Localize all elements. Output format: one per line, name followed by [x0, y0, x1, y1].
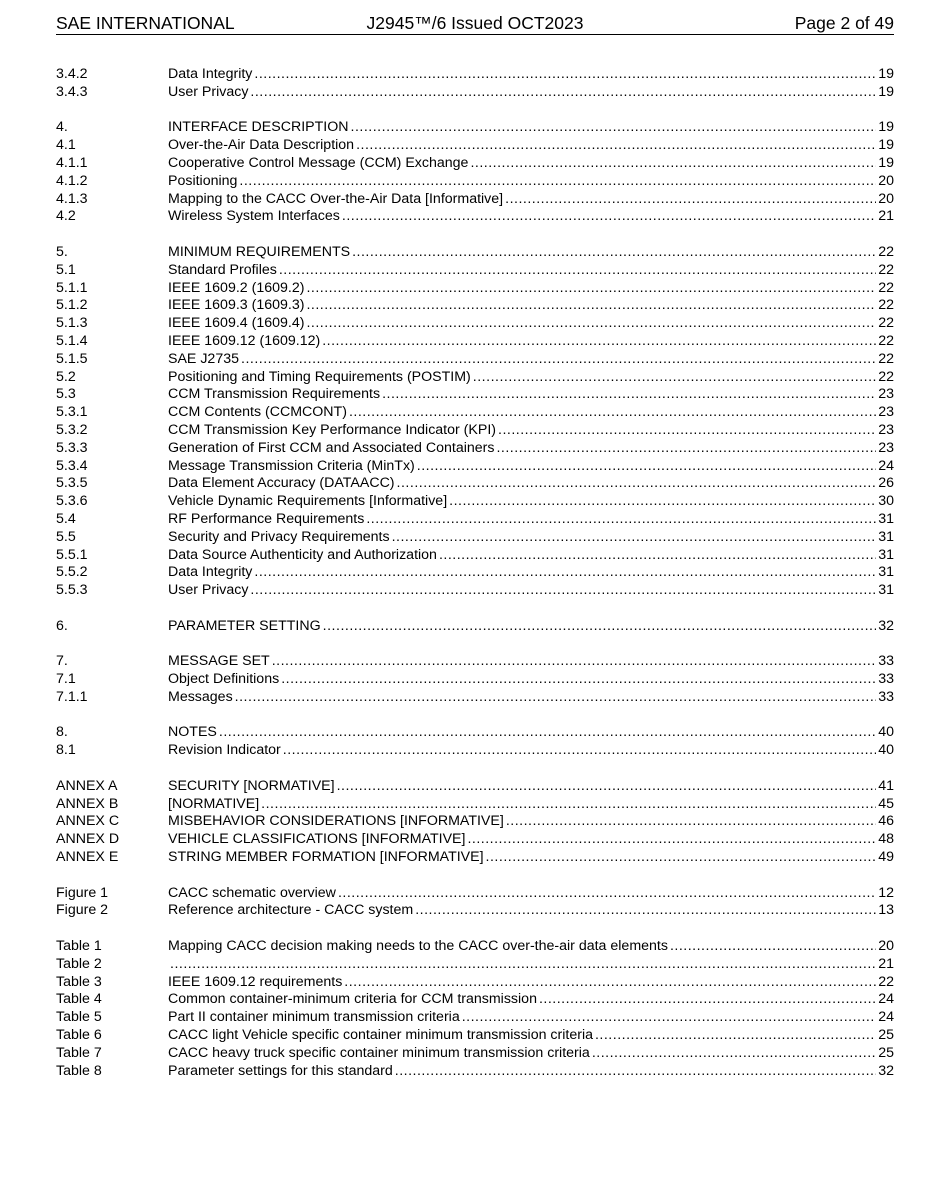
toc-dot-leader — [306, 297, 876, 315]
toc-entry-page: 49 — [878, 849, 894, 866]
toc-dot-leader — [306, 315, 876, 333]
toc-entry-title: Revision Indicator — [168, 742, 281, 759]
toc-entry-page: 22 — [878, 368, 894, 385]
toc-entry-number: Table 8 — [56, 1062, 102, 1079]
toc-dot-leader — [366, 511, 876, 529]
toc-entry-number: Table 7 — [56, 1044, 102, 1061]
toc-entry[interactable] — [56, 173, 894, 191]
toc-entry-number: 5.5.1 — [56, 546, 88, 563]
toc-entry-title: Wireless System Interfaces — [168, 208, 340, 225]
toc-entry-title: Data Integrity — [168, 66, 253, 82]
toc-entry[interactable] — [56, 1045, 894, 1063]
toc-entry-page: 19 — [878, 154, 894, 171]
toc-entry-number: Figure 2 — [56, 902, 109, 919]
toc-entry-number: 5.3 — [56, 386, 76, 403]
toc-entry-title: Over-the-Air Data Description — [168, 137, 355, 154]
toc-entry-title: IEEE 1609.12 requirements — [168, 973, 343, 990]
toc-group — [56, 66, 894, 102]
toc-dot-leader — [470, 155, 876, 173]
toc-dot-leader — [506, 813, 876, 831]
toc-entry-page: 23 — [878, 421, 894, 438]
toc-entry[interactable] — [56, 440, 894, 458]
toc-entry-number: 5.1.4 — [56, 332, 88, 349]
toc-entry-number: 5.5.3 — [56, 582, 88, 599]
toc-entry-page: 13 — [878, 902, 894, 919]
toc-entry[interactable] — [56, 938, 894, 956]
toc-entry-title: Vehicle Dynamic Requirements [Informative] — [168, 493, 448, 510]
toc-entry-number: 5.3.6 — [56, 493, 88, 510]
toc-entry-page: 23 — [878, 439, 894, 456]
toc-dot-leader — [306, 280, 876, 298]
toc-dot-leader — [250, 582, 876, 600]
toc-entry[interactable] — [56, 119, 894, 137]
toc-dot-leader — [486, 849, 877, 867]
toc-dot-leader — [281, 671, 876, 689]
toc-entry[interactable] — [56, 564, 894, 582]
toc-dot-leader — [498, 422, 876, 440]
toc-entry-number: 5.1.5 — [56, 350, 88, 367]
toc-dot-leader — [349, 404, 876, 422]
toc-entry[interactable] — [56, 653, 894, 671]
toc-entry-page: 30 — [878, 493, 894, 510]
toc-entry[interactable] — [56, 137, 894, 155]
toc-entry-page: 25 — [878, 1044, 894, 1061]
toc-dot-leader — [235, 689, 877, 707]
toc-entry-page: 41 — [878, 777, 894, 794]
toc-entry-number: 5.1.3 — [56, 315, 88, 332]
toc-entry[interactable] — [56, 422, 894, 440]
toc-entry[interactable] — [56, 191, 894, 209]
toc-group — [56, 119, 894, 226]
toc-entry-number: 5.5 — [56, 528, 76, 545]
toc-entry-page: 33 — [878, 653, 894, 670]
toc-dot-leader — [254, 564, 876, 582]
toc-entry-number: 5.3.2 — [56, 421, 88, 438]
toc-entry[interactable] — [56, 831, 894, 849]
toc-entry[interactable] — [56, 547, 894, 565]
toc-entry-number: ANNEX C — [56, 813, 120, 830]
toc-entry-page: 12 — [878, 884, 894, 901]
toc-entry[interactable] — [56, 849, 894, 867]
toc-dot-leader — [241, 351, 876, 369]
toc-entry-title: Data Integrity — [168, 564, 253, 581]
toc-entry-title: User Privacy — [168, 582, 249, 599]
toc-entry-title: [NORMATIVE] — [168, 795, 260, 812]
toc-dot-leader — [351, 119, 877, 137]
toc-entry-page: 25 — [878, 1027, 894, 1044]
toc-entry[interactable] — [56, 155, 894, 173]
toc-dot-leader — [337, 778, 877, 796]
toc-entry-page: 24 — [878, 991, 894, 1008]
toc-entry[interactable] — [56, 991, 894, 1009]
toc-entry-title: CCM Contents (CCMCONT) — [168, 404, 347, 421]
toc-entry-number: ANNEX D — [56, 831, 120, 848]
toc-dot-leader — [592, 1045, 876, 1063]
toc-entry-number: 5.3.1 — [56, 404, 88, 421]
toc-group — [56, 724, 894, 760]
toc-entry-number: 7. — [56, 653, 68, 670]
toc-entry-page: 48 — [878, 831, 894, 848]
toc-entry-page: 24 — [878, 1009, 894, 1026]
toc-entry-page: 19 — [878, 66, 894, 82]
toc-entry[interactable] — [56, 404, 894, 422]
toc-entry-number: Table 5 — [56, 1009, 102, 1026]
toc-entry-title: MINIMUM REQUIREMENTS — [168, 243, 351, 260]
toc-entry-title: Messages — [168, 688, 233, 705]
toc-entry-number: Table 4 — [56, 991, 102, 1008]
toc-entry-page: 33 — [878, 688, 894, 705]
toc-entry[interactable] — [56, 315, 894, 333]
toc-entry-page: 19 — [878, 83, 894, 100]
toc-entry-title: Data Source Authenticity and Authorization — [168, 546, 437, 563]
toc-entry-number: Table 6 — [56, 1027, 102, 1044]
toc-entry-number: 4.2 — [56, 208, 76, 225]
toc-entry[interactable] — [56, 493, 894, 511]
toc-entry-title: PARAMETER SETTING — [168, 617, 321, 634]
toc-entry-title: Part II container minimum transmission criteria — [168, 1009, 460, 1026]
toc-group — [56, 653, 894, 706]
toc-dot-leader — [462, 1009, 877, 1027]
toc-entry-title: CCM Transmission Requirements — [168, 386, 381, 403]
toc-entry-title: SECURITY [NORMATIVE] — [168, 777, 335, 794]
toc-entry-title: Standard Profiles — [168, 261, 277, 278]
toc-entry-title: Security and Privacy Requirements — [168, 528, 390, 545]
toc-entry-page: 45 — [878, 795, 894, 812]
toc-entry-title: CACC schematic overview — [168, 884, 336, 901]
toc-entry-title: SAE J2735 — [168, 350, 239, 367]
toc-dot-leader — [356, 137, 876, 155]
toc-entry[interactable] — [56, 84, 894, 102]
toc-entry-page: 20 — [878, 190, 894, 207]
toc-dot-leader — [239, 173, 876, 191]
toc-entry[interactable] — [56, 1063, 894, 1081]
toc-entry-title: IEEE 1609.2 (1609.2) — [168, 279, 305, 296]
toc-group — [56, 244, 894, 600]
toc-dot-leader — [595, 1027, 876, 1045]
toc-entry-title: Cooperative Control Message (CCM) Exchange — [168, 154, 469, 171]
toc-entry[interactable] — [56, 529, 894, 547]
toc-entry-number: 5. — [56, 243, 68, 260]
toc-entry-page: 19 — [878, 137, 894, 154]
toc-entry[interactable] — [56, 475, 894, 493]
toc-entry-title: IEEE 1609.4 (1609.4) — [168, 315, 305, 332]
toc-entry-page: 23 — [878, 386, 894, 403]
toc-entry-title: Positioning and Timing Requirements (POSTIM) — [168, 368, 471, 385]
header-page-number: Page 2 of 49 — [794, 13, 894, 33]
toc-entry[interactable] — [56, 1009, 894, 1027]
toc-entry-page: 46 — [878, 813, 894, 830]
toc-entry[interactable] — [56, 796, 894, 814]
toc-dot-leader — [473, 369, 876, 387]
toc-entry[interactable] — [56, 689, 894, 707]
toc-dot-leader — [272, 653, 877, 671]
toc-entry-number: 8. — [56, 724, 68, 741]
toc-entry-number: 5.2 — [56, 368, 76, 385]
toc-dot-leader — [397, 475, 877, 493]
toc-entry[interactable] — [56, 351, 894, 369]
header-organization: SAE INTERNATIONAL — [56, 13, 235, 33]
toc-entry-title: Parameter settings for this standard — [168, 1062, 393, 1079]
toc-entry-number: 7.1.1 — [56, 688, 88, 705]
toc-entry-number: 3.4.2 — [56, 66, 88, 82]
header-document-id: J2945™/6 Issued OCT2023 — [366, 13, 584, 33]
toc-dot-leader — [392, 529, 877, 547]
toc-entry[interactable] — [56, 671, 894, 689]
toc-entry[interactable] — [56, 511, 894, 529]
toc-group — [56, 938, 894, 1080]
toc-dot-leader — [338, 885, 876, 903]
toc-entry[interactable] — [56, 778, 894, 796]
toc-entry-page: 22 — [878, 332, 894, 349]
toc-entry-number: 5.1.2 — [56, 297, 88, 314]
toc-entry[interactable] — [56, 724, 894, 742]
toc-entry-page: 40 — [878, 742, 894, 759]
toc-dot-leader — [170, 956, 876, 974]
toc-entry-page: 31 — [878, 528, 894, 545]
toc-entry-title: IEEE 1609.3 (1609.3) — [168, 297, 305, 314]
toc-entry-number: 5.5.2 — [56, 564, 88, 581]
toc-entry-number: 6. — [56, 617, 68, 634]
toc-entry-title: NOTES — [168, 724, 217, 741]
toc-entry[interactable] — [56, 369, 894, 387]
toc-entry-number: 4.1.2 — [56, 172, 88, 189]
toc-entry-page: 26 — [878, 475, 894, 492]
toc-entry[interactable] — [56, 618, 894, 636]
toc-entry-title: STRING MEMBER FORMATION [INFORMATIVE] — [168, 849, 484, 866]
toc-entry-title: User Privacy — [168, 83, 249, 100]
toc-entry-number: ANNEX A — [56, 777, 118, 794]
toc-entry-title: Common container-minimum criteria for CCM transmission — [168, 991, 537, 1008]
toc-dot-leader — [254, 66, 876, 84]
toc-entry-page: 22 — [878, 279, 894, 296]
toc-entry-title: CCM Transmission Key Performance Indicator (KPI) — [168, 421, 496, 438]
toc-dot-leader — [283, 742, 876, 760]
toc-entry-title: CACC light Vehicle specific container minimum transmission criteria — [168, 1027, 593, 1044]
toc-entry-page: 22 — [878, 243, 894, 260]
toc-entry-page: 22 — [878, 973, 894, 990]
page-header — [56, 12, 894, 35]
toc-entry[interactable] — [56, 386, 894, 404]
toc-group — [56, 778, 894, 867]
toc-entry-page: 23 — [878, 404, 894, 421]
toc-entry-number: 5.3.5 — [56, 475, 88, 492]
toc-entry[interactable] — [56, 280, 894, 298]
toc-dot-leader — [250, 84, 876, 102]
toc-entry-page: 32 — [878, 1062, 894, 1079]
toc-dot-leader — [352, 244, 876, 262]
toc-entry-number: 4.1.1 — [56, 154, 88, 171]
toc-entry[interactable] — [56, 244, 894, 262]
toc-entry[interactable] — [56, 582, 894, 600]
toc-entry-page: 32 — [878, 617, 894, 634]
toc-entry[interactable] — [56, 813, 894, 831]
toc-entry-page: 21 — [878, 208, 894, 225]
toc-entry-page: 31 — [878, 564, 894, 581]
toc-dot-leader — [342, 208, 876, 226]
toc-dot-leader — [539, 991, 876, 1009]
toc-entry-number: 5.1 — [56, 261, 76, 278]
toc-entry-page: 33 — [878, 671, 894, 688]
toc-dot-leader — [279, 262, 876, 280]
toc-entry-title: Mapping CACC decision making needs to the CACC over-the-air data elements — [168, 938, 668, 955]
toc-entry-title: Reference architecture - CACC system — [168, 902, 414, 919]
toc-dot-leader — [505, 191, 876, 209]
toc-entry-number: Table 3 — [56, 973, 102, 990]
toc-entry-number: 5.3.3 — [56, 439, 88, 456]
toc-entry-title: Data Element Accuracy (DATAACC) — [168, 475, 395, 492]
toc-entry-page: 20 — [878, 172, 894, 189]
toc-entry[interactable] — [56, 208, 894, 226]
toc-dot-leader — [344, 974, 876, 992]
toc-entry[interactable] — [56, 902, 894, 920]
toc-entry-page: 19 — [878, 119, 894, 136]
toc-dot-leader — [322, 333, 876, 351]
toc-entry-title: Generation of First CCM and Associated Containers — [168, 439, 495, 456]
toc-entry-page: 22 — [878, 350, 894, 367]
toc-dot-leader — [261, 796, 876, 814]
toc-entry-page: 24 — [878, 457, 894, 474]
toc-entry[interactable] — [56, 66, 894, 84]
toc-entry-number: Figure 1 — [56, 884, 109, 901]
toc-entry[interactable] — [56, 885, 894, 903]
toc-entry-title: CACC heavy truck specific container minimum transmission criteria — [168, 1044, 590, 1061]
toc-entry-title: MISBEHAVIOR CONSIDERATIONS [INFORMATIVE] — [168, 813, 504, 830]
toc-entry-number: 5.3.4 — [56, 457, 88, 474]
toc-entry-number: 4. — [56, 119, 68, 136]
toc-entry-number: Table 2 — [56, 955, 102, 972]
toc-dot-leader — [415, 902, 876, 920]
toc-entry[interactable] — [56, 974, 894, 992]
toc-entry-number: Table 1 — [56, 938, 102, 955]
toc-entry-page: 40 — [878, 724, 894, 741]
toc-entry-number: 5.1.1 — [56, 279, 88, 296]
toc-dot-leader — [449, 493, 876, 511]
toc-entry-number: ANNEX B — [56, 795, 119, 812]
toc-group — [56, 618, 894, 636]
toc-entry[interactable] — [56, 1027, 894, 1045]
toc-dot-leader — [323, 618, 877, 636]
toc-entry-number: 7.1 — [56, 671, 76, 688]
toc-entry-title: VEHICLE CLASSIFICATIONS [INFORMATIVE] — [168, 831, 466, 848]
toc-entry-number: 4.1 — [56, 137, 76, 154]
toc-entry-page: 22 — [878, 261, 894, 278]
toc-entry-title: Positioning — [168, 172, 238, 189]
toc-entry-page: 20 — [878, 938, 894, 955]
toc-entry-page: 21 — [878, 955, 894, 972]
toc-entry-number: 8.1 — [56, 742, 76, 759]
toc-entry-page: 22 — [878, 315, 894, 332]
toc-entry-title: MESSAGE SET — [168, 653, 270, 670]
toc-dot-leader — [417, 458, 876, 476]
toc-dot-leader — [219, 724, 876, 742]
toc-entry[interactable] — [56, 458, 894, 476]
toc-dot-leader — [496, 440, 876, 458]
toc-entry[interactable] — [56, 297, 894, 315]
toc-dot-leader — [395, 1063, 876, 1081]
toc-entry[interactable] — [56, 333, 894, 351]
toc-entry-page: 31 — [878, 546, 894, 563]
toc-entry-page: 22 — [878, 297, 894, 314]
toc-entry-number: 5.4 — [56, 510, 76, 527]
toc-entry[interactable] — [56, 262, 894, 280]
toc-entry[interactable] — [56, 956, 894, 974]
table-of-contents — [56, 66, 894, 1098]
toc-entry-title: Object Definitions — [168, 671, 280, 688]
toc-entry-number: 4.1.3 — [56, 190, 88, 207]
toc-dot-leader — [382, 386, 876, 404]
toc-entry-title: INTERFACE DESCRIPTION — [168, 119, 349, 136]
toc-entry-title: RF Performance Requirements — [168, 510, 365, 527]
toc-entry-title: IEEE 1609.12 (1609.12) — [168, 332, 321, 349]
toc-group — [56, 885, 894, 921]
toc-entry-number: 3.4.3 — [56, 83, 88, 100]
toc-entry-page: 31 — [878, 582, 894, 599]
toc-dot-leader — [670, 938, 876, 956]
toc-entry-title: Mapping to the CACC Over-the-Air Data [Informative] — [168, 190, 504, 207]
toc-entry-page: 31 — [878, 510, 894, 527]
toc-dot-leader — [439, 547, 876, 565]
toc-entry-title: Message Transmission Criteria (MinTx) — [168, 457, 415, 474]
toc-entry-number: ANNEX E — [56, 849, 119, 866]
toc-dot-leader — [467, 831, 876, 849]
toc-entry[interactable] — [56, 742, 894, 760]
